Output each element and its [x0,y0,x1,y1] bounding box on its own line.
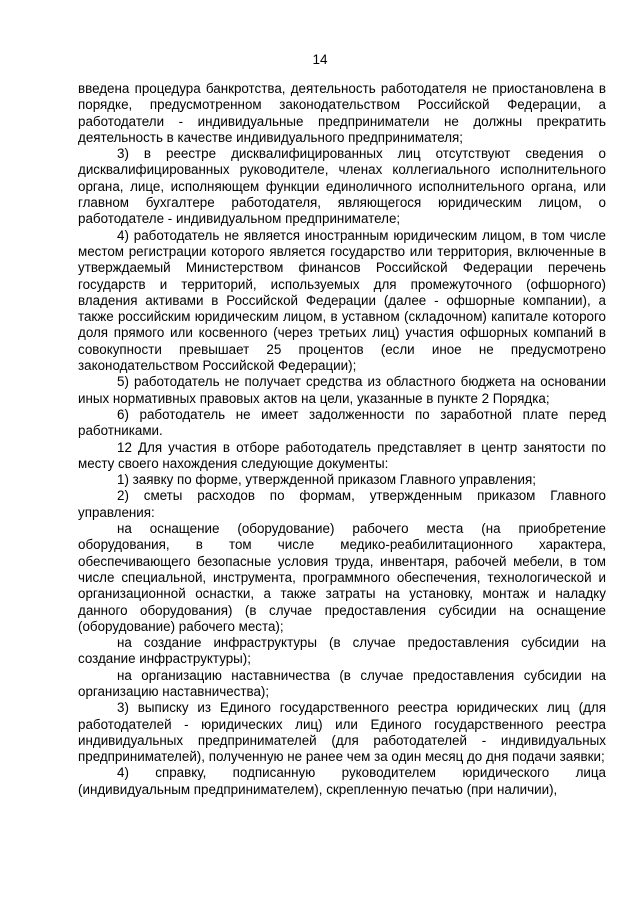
page-number: 14 [312,52,328,67]
paragraph-doc-2: 2) сметы расходов по формам, утвержденным приказом Главного управления: [78,488,606,520]
paragraph-section-12: 12 Для участия в отборе работодатель представляет в центр занятости по месту своего нахождения следующие документы: [78,439,606,471]
paragraph-item-4: 4) работодатель не является иностранным юридическим лицом, в том числе местом регистрации которого является государство или территория, включенные в утверждаемый Министерством финансов Российской Федерации перечень государств и территорий, используемых для промежуточного (офшорного) владения активами в Российской Федерации (далее - офшорные компании), а также российским юридическим лицом, в уставном (складочном) капитале которого доля прямого или косвенного (через третьих лиц) участия офшорных компаний в совокупности превышает 25 процентов (если иное не предусмотрено законодательством Российской Федерации); [78,227,606,374]
document-body [78,81,606,798]
paragraph-doc-4: 4) справку, подписанную руководителем юридического лица (индивидуальным предпринимателем), скрепленную печатью (при наличии), [78,765,606,797]
paragraph-item-5: 5) работодатель не получает средства из областного бюджета на основании иных нормативных правовых актов на цели, указанные в пункте 2 Порядка; [78,374,606,406]
paragraph-item-6: 6) работодатель не имеет задолженности по заработной плате перед работниками. [78,406,606,439]
paragraph-item-3: 3) в реестре дисквалифицированных лиц отсутствуют сведения о дисквалифицированных руководителе, членах коллегиального исполнительного органа, лице, исполняющем функции единоличного исполнительного органа, или главном бухгалтере работодателя, являющегося юридическим лицом, о работодателе - индивидуальном предпринимателе; [78,146,606,227]
paragraph-estimate-infrastructure: на создание инфраструктуры (в случае предоставления субсидии на создание инфраструктуры); [78,635,606,667]
paragraph-1: введена процедура банкротства, деятельность работодателя не приостановлена в порядке, предусмотренном законодательством Российской Федерации, а работодатели - индивидуальные предприниматели не должны прекратить деятельность в качестве индивидуального предпринимателя; [78,81,606,145]
paragraph-doc-3: 3) выписку из Единого государственного реестра юридических лиц (для работодателей - юридических лиц) или Единого государственного реестра индивидуальных предпринимателей (для работодателей - индивидуальных предпринимателей), полученную не ранее чем за один месяц до дня подачи заявки; [78,700,606,765]
paragraph-estimate-mentoring: на организацию наставничества (в случае предоставления субсидии на организацию наставничества); [78,667,606,699]
paragraph-doc-1: 1) заявку по форме, утвержденной приказом Главного управления; [117,472,536,488]
paragraph-estimate-equipment: на оснащение (оборудование) рабочего места (на приобретение оборудования, в том числе медико-реабилитационного характера, обеспечивающего безопасные условия труда, инвентаря, рабочей мебели, в том числе специальной, инструмента, программного обеспечения, технологической и организационной оснастки, а также затраты на установку, монтаж и наладку данного оборудования) (в случае предоставления субсидии на оснащение (оборудование) рабочего места); [78,521,606,634]
